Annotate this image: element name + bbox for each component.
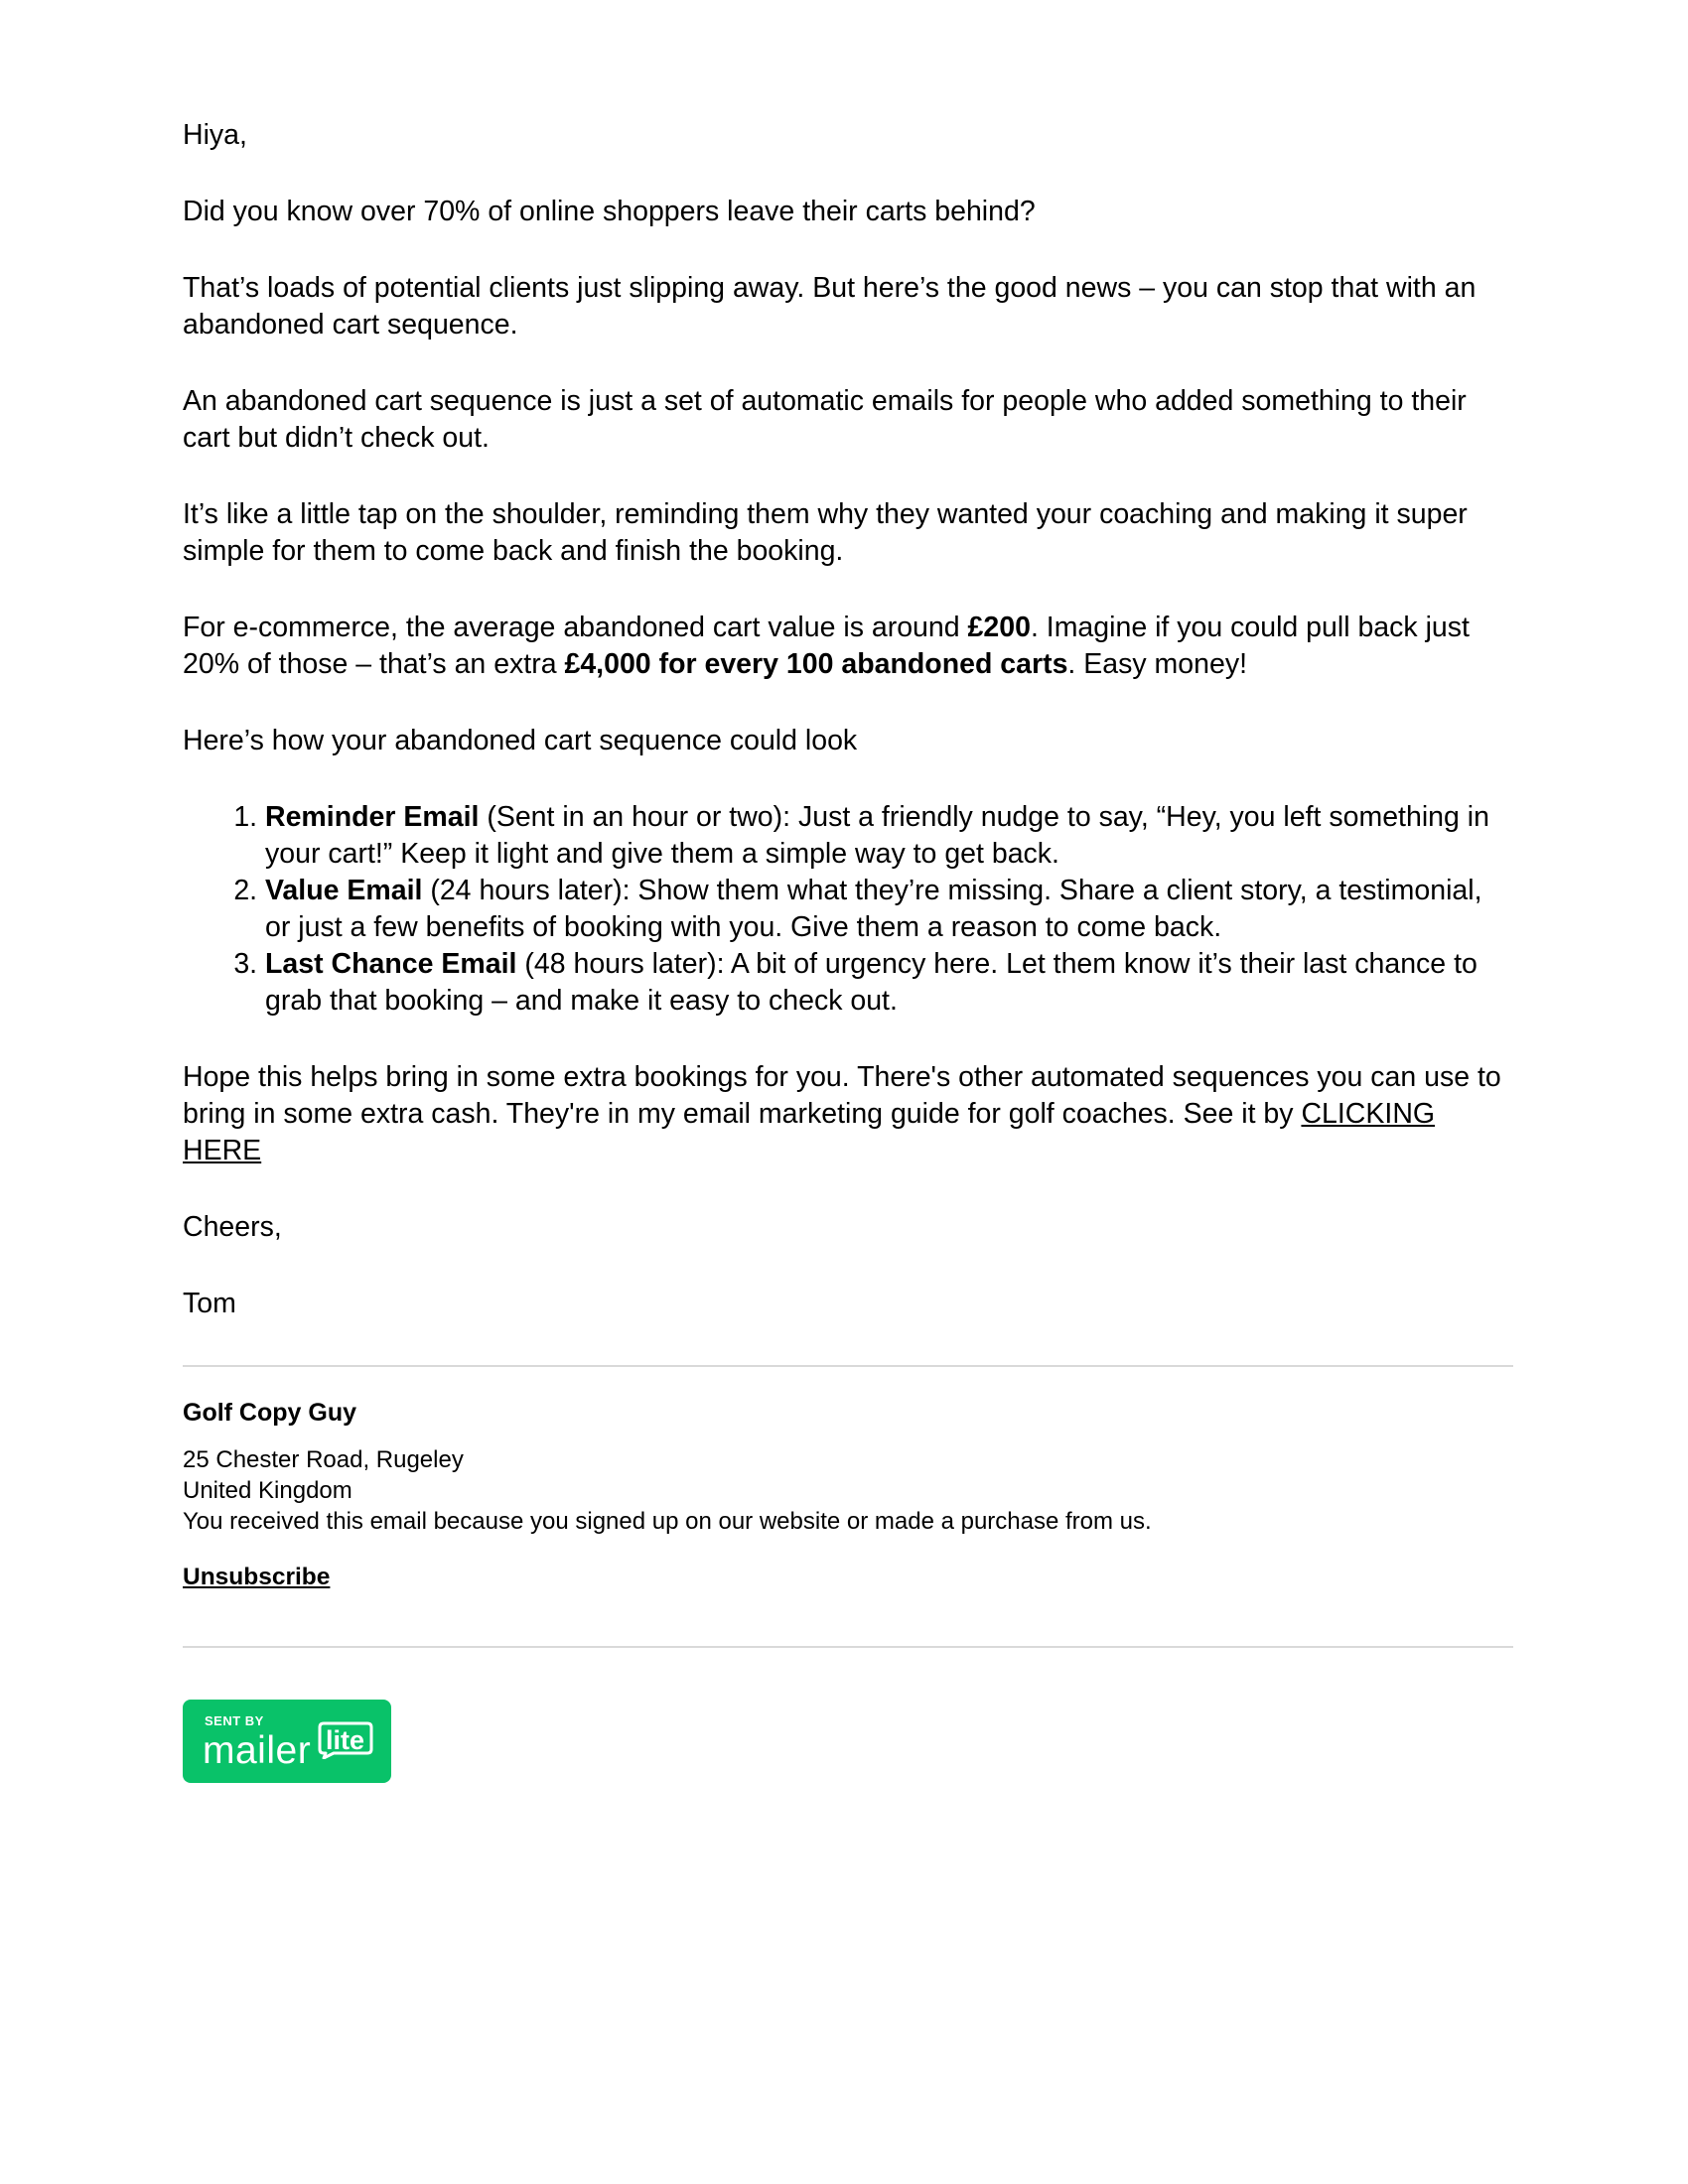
- list-item: [265, 946, 1513, 1020]
- email-body: [183, 117, 1513, 1362]
- list-item: [265, 799, 1513, 873]
- signature: Tom: [183, 1288, 236, 1319]
- paragraph-sequence-intro: Here’s how your abandoned cart sequence could look: [183, 725, 858, 756]
- list-item-text: (48 hours later): A bit of urgency here. Let them know it’s their last chance to grab that booking – and make it easy to check out.: [265, 948, 1477, 1017]
- mailerlite-badge[interactable]: [183, 1700, 391, 1783]
- paragraph-value-text-1: For e-commerce, the average abandoned cart value is around: [183, 612, 968, 643]
- paragraph-good-news: That’s loads of potential clients just slipping away. But here’s the good news – you can stop that with an abandoned cart sequence.: [183, 272, 1477, 341]
- company-name: Golf Copy Guy: [183, 1399, 356, 1427]
- paragraph-tap-shoulder: It’s like a little tap on the shoulder, reminding them why they wanted your coaching and making it super simple for them to come back and finish the booking.: [183, 498, 1468, 567]
- paragraph-value-text-3: . Easy money!: [1067, 648, 1247, 680]
- paragraph-definition: An abandoned cart sequence is just a set of automatic emails for people who added something to their cart but didn’t check out.: [183, 385, 1467, 454]
- badge-brand: mailer: [203, 1729, 312, 1772]
- sequence-list: [183, 799, 1513, 1020]
- list-item-text: (Sent in an hour or two): Just a friendly nudge to say, “Hey, you left something in your cart!” Keep it light and give them a simple way to get back.: [265, 801, 1489, 870]
- list-item-title: Reminder Email: [265, 801, 480, 833]
- list-item-title: Value Email: [265, 875, 423, 906]
- list-item-title: Last Chance Email: [265, 948, 517, 980]
- list-item: [265, 873, 1513, 946]
- paragraph-closing-text: Hope this helps bring in some extra bookings for you. There's other automated sequences you can use to bring in some extra cash. They're in my email marketing guide for golf coaches. See it by: [183, 1061, 1501, 1130]
- paragraph-cart-stat: Did you know over 70% of online shoppers leave their carts behind?: [183, 196, 1036, 227]
- footer-divider-bottom: [183, 1646, 1513, 1648]
- badge-brand-suffix: lite: [326, 1725, 365, 1755]
- greeting: Hiya,: [183, 119, 247, 151]
- address-line-2: United Kingdom: [183, 1477, 352, 1504]
- subscription-notice: You received this email because you signed up on our website or made a purchase from us.: [183, 1508, 1152, 1535]
- footer: [183, 1397, 1513, 1592]
- badge-sent-by: SENT BY: [205, 1713, 264, 1728]
- footer-divider-top: [183, 1365, 1513, 1367]
- signoff: Cheers,: [183, 1211, 282, 1243]
- company-address: [183, 1444, 1513, 1537]
- paragraph-value-text-2: . Imagine if you could pull back just 20% of those – that’s an extra: [183, 612, 1470, 680]
- paragraph-value-bold-1: £200: [967, 612, 1031, 643]
- paragraph-value-bold-2: £4,000 for every 100 abandoned carts: [564, 648, 1068, 680]
- list-item-text: (24 hours later): Show them what they’re missing. Share a client story, a testimonial, or just a few benefits of booking with you. Give them a reason to come back.: [265, 875, 1482, 943]
- paragraph-closing: [183, 1059, 1513, 1169]
- address-line-1: 25 Chester Road, Rugeley: [183, 1446, 464, 1473]
- paragraph-value: [183, 610, 1513, 683]
- unsubscribe-link[interactable]: Unsubscribe: [183, 1564, 331, 1590]
- guide-link[interactable]: CLICKING HERE: [183, 1098, 1436, 1166]
